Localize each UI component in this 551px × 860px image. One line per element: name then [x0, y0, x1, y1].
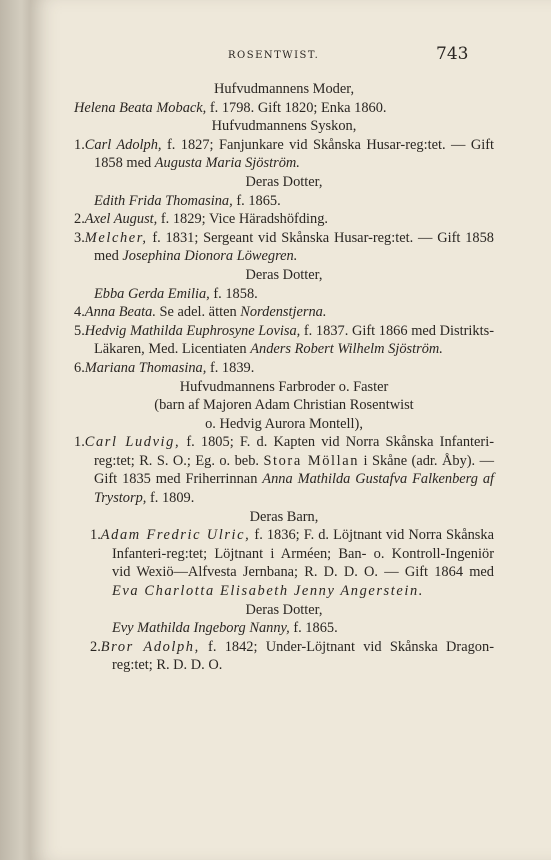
sub-heading: Deras Dotter, — [245, 601, 323, 618]
page-body — [74, 80, 494, 675]
sub-heading: Deras Barn, — [249, 508, 319, 525]
sub-heading: Deras Dotter, — [245, 173, 323, 190]
page-header — [30, 42, 551, 72]
person-name: Hedvig Mathilda Euphrosyne Lovisa, — [84, 322, 301, 339]
sibling-entry-4: 4.Anna Beata. Se adel. ätten Nordenstjerna. — [74, 304, 327, 321]
spouse-name: Augusta Maria Sjöström. — [154, 155, 300, 172]
sub-heading: Deras Dotter, — [245, 266, 323, 283]
grandchild-entry: Evy Mathilda Ingeborg Nanny, f. 1865. — [112, 620, 338, 637]
person-name: Bror Adolph, — [100, 638, 200, 655]
uncle-entry-1: 1.Carl Ludvig, f. 1805; F. d. Kapten vid Norra Skånska Infanteri-reg:tet; R. S. O.; Eg. o. beb. Stora Möllan i Skåne (adr. Åby). — Gift 1835 med Friherrinnan Anna Mathilda Gustafva Falkenberg af Trystorp, f. 1809. — [74, 434, 495, 507]
section-heading-parents: (barn af Majoren Adam Christian Rosentwist — [154, 397, 414, 414]
section-heading-parents-cont: o. Hedvig Aurora Montell), — [205, 415, 363, 432]
sibling-entry-5: 5.Hedvig Mathilda Euphrosyne Lovisa, f. 1837. Gift 1866 med Distrikts-Läkaren, Med. Licentiaten Anders Robert Wilhelm Sjöström. — [74, 322, 494, 358]
family-reference: Nordenstjerna. — [240, 304, 327, 321]
spouse-name: Eva Charlotta Elisabeth Jenny Angerstein. — [112, 583, 424, 600]
book-page — [30, 0, 551, 860]
sibling-entry-1: 1.Carl Adolph, f. 1827; Fanjunkare vid Skånska Husar-reg:tet. — Gift 1858 med Augusta Maria Sjöström. — [74, 136, 494, 172]
person-name: Evy Mathilda Ingeborg Nanny, — [112, 620, 290, 637]
person-name: Axel August, — [84, 211, 158, 228]
person-name: Helena Beata Moback, — [74, 99, 207, 116]
child-entry-2: 2.Bror Adolph, f. 1842; Under-Löjtnant vid Skånska Dragon-reg:tet; R. D. D. O. — [90, 638, 494, 674]
section-heading-siblings: Hufvudmannens Syskon, — [211, 118, 357, 135]
person-name: Melcher, — [84, 229, 148, 246]
child-entry-1: 1.Adam Fredric Ulric, f. 1836; F. d. Löjtnant vid Norra Skånska Infanteri-reg:tet; Löjtnant i Arméen; Ban- o. Kontroll-Ingeniör vid Wexiö—Alfvesta Jernbana; R. D. D. O. — Gift 1864 med Eva Charlotta Elisabeth Jenny Angerstein. — [90, 527, 494, 600]
child-entry: Edith Frida Thomasina, f. 1865. — [94, 192, 281, 209]
spouse-name: Anders Robert Wilhelm Sjöström. — [250, 341, 443, 358]
spouse-name: Josephina Dionora Löwegren. — [122, 248, 298, 265]
person-name: Adam Fredric Ulric, — [100, 527, 251, 544]
person-name: Anna Beata. — [84, 304, 156, 321]
person-name: Carl Ludvig, — [84, 434, 181, 451]
sibling-entry-2: 2.Axel August, f. 1829; Vice Häradshöfding. — [74, 211, 329, 228]
person-name: Carl Adolph, — [84, 136, 162, 153]
page-number: 743 — [436, 44, 469, 64]
running-head: ROSENTWIST. — [228, 50, 320, 61]
book-spine — [0, 0, 30, 860]
person-name: Edith Frida Thomasina, — [94, 192, 233, 209]
person-name: Mariana Thomasina, — [84, 359, 207, 376]
person-name: Ebba Gerda Emilia, — [94, 285, 210, 302]
section-heading-uncle-aunt: Hufvudmannens Farbroder o. Faster — [179, 378, 389, 395]
entry-mother: Helena Beata Moback, f. 1798. Gift 1820; Enka 1860. — [74, 99, 387, 116]
child-entry: Ebba Gerda Emilia, f. 1858. — [94, 285, 258, 302]
section-heading-mother: Hufvudmannens Moder, — [213, 81, 355, 97]
sibling-entry-6: 6.Mariana Thomasina, f. 1839. — [74, 359, 255, 376]
spouse-name: Anna Mathilda Gustafva Falkenberg af Trystorp, — [94, 471, 495, 507]
sibling-entry-3: 3.Melcher, f. 1831; Sergeant vid Skånska Husar-reg:tet. — Gift 1858 med Josephina Dionora Löwegren. — [74, 229, 494, 265]
estate-name: Stora Möllan — [263, 452, 360, 469]
